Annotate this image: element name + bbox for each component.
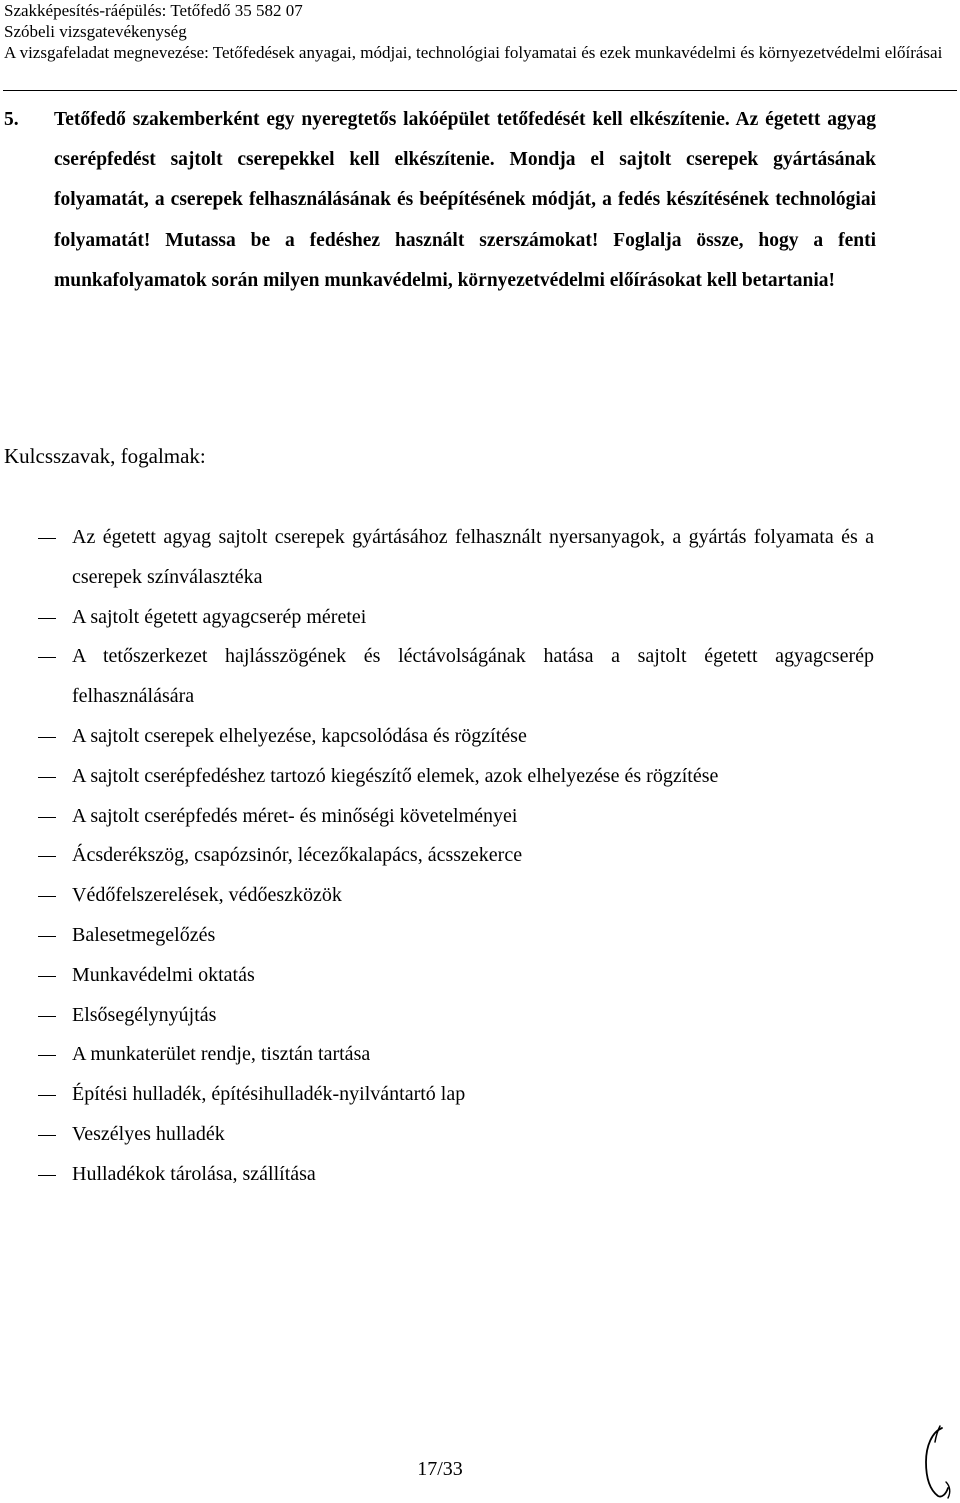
task-text: Tetőfedő szakemberként egy nyeregtetős lakóépület tetőfedését kell elkészítenie. Az égetett agyag cserépfedést sajtolt cserepekkel kell elkészítenie. Mondja el sajtolt cserepek gyártásának folyamatát, a cserepek felhasználásának és beépítésének módját, a fedés készítésének technológiai folyamatát! Mutassa be a fedéshez használt szerszámokat! Foglalja össze, hogy a fenti munkafolyamatok során milyen munkavédelmi, környezetvédelmi előírásokat kell betartania! bbox=[54, 109, 876, 291]
dash-bullet bbox=[38, 936, 56, 937]
keyword-item bbox=[0, 1035, 874, 1075]
header-divider bbox=[3, 90, 957, 91]
dash-bullet bbox=[38, 1016, 56, 1017]
page-number: 17/33 bbox=[417, 1458, 463, 1480]
dash-bullet bbox=[38, 777, 56, 778]
keyword-text: Hulladékok tárolása, szállítása bbox=[72, 1162, 316, 1185]
dash-bullet bbox=[38, 737, 56, 738]
keyword-text: Balesetmegelőzés bbox=[72, 923, 216, 946]
dash-bullet bbox=[38, 538, 56, 539]
dash-bullet bbox=[38, 1135, 56, 1136]
keyword-item bbox=[0, 518, 874, 598]
keyword-text: Az égetett agyag sajtolt cserepek gyártásához felhasznált nyersanyagok, a gyártás folyamata és a cserepek színválasztéka bbox=[72, 526, 874, 588]
keyword-item bbox=[0, 637, 874, 717]
keyword-text: A sajtolt cserépfedés méret- és minőségi követelményei bbox=[72, 804, 518, 827]
dash-bullet bbox=[38, 817, 56, 818]
keyword-item bbox=[0, 598, 874, 638]
dash-bullet bbox=[38, 856, 56, 857]
header-task-name: A vizsgafeladat megnevezése: Tetőfedések anyagai, módjai, technológiai folyamatai és ezek munkavédelmi és környezetvédelmi előírásai bbox=[4, 43, 943, 62]
keyword-text: A munkaterület rendje, tisztán tartása bbox=[72, 1043, 371, 1066]
keyword-text: Építési hulladék, építésihulladék-nyilvántartó lap bbox=[72, 1083, 466, 1106]
keyword-item bbox=[0, 1115, 874, 1155]
keyword-item bbox=[0, 1075, 874, 1115]
dash-bullet bbox=[38, 657, 56, 658]
keyword-item bbox=[0, 797, 874, 837]
dash-bullet bbox=[38, 1175, 56, 1176]
keywords-list bbox=[0, 518, 960, 1195]
keyword-text: Veszélyes hulladék bbox=[72, 1122, 225, 1145]
keywords-title: Kulcsszavak, fogalmak: bbox=[4, 444, 206, 468]
document-header bbox=[4, 0, 954, 63]
keyword-item bbox=[0, 717, 874, 757]
keyword-item bbox=[0, 757, 874, 797]
keyword-text: Ácsderékszög, csapózsinór, lécezőkalapács, ácsszekerce bbox=[72, 844, 523, 867]
task-number: 5. bbox=[4, 109, 19, 130]
keyword-item bbox=[0, 1155, 874, 1195]
dash-bullet bbox=[38, 1095, 56, 1096]
dash-bullet bbox=[38, 1055, 56, 1056]
keyword-text: A tetőszerkezet hajlásszögének és léctávolságának hatása a sajtolt égetett agyagcserép felhasználására bbox=[72, 645, 874, 708]
signature-mark bbox=[918, 1420, 954, 1500]
keyword-item bbox=[0, 876, 874, 916]
task-block bbox=[4, 100, 876, 301]
dash-bullet bbox=[38, 976, 56, 977]
dash-bullet bbox=[38, 896, 56, 897]
keyword-text: A sajtolt cserépfedéshez tartozó kiegészítő elemek, azok elhelyezése és rögzítése bbox=[72, 764, 719, 787]
header-exam-type: Szóbeli vizsgatevékenység bbox=[4, 22, 187, 41]
keyword-text: Munkavédelmi oktatás bbox=[72, 963, 255, 986]
dash-bullet bbox=[38, 618, 56, 619]
keyword-text: A sajtolt cserepek elhelyezése, kapcsolódása és rögzítése bbox=[72, 724, 527, 747]
header-qualification: Szakképesítés-ráépülés: Tetőfedő 35 582 07 bbox=[4, 1, 303, 20]
keyword-item bbox=[0, 996, 874, 1036]
keyword-item bbox=[0, 916, 874, 956]
keyword-text: A sajtolt égetett agyagcserép méretei bbox=[72, 605, 367, 628]
keyword-item bbox=[0, 836, 874, 876]
keyword-text: Elsősegélynyújtás bbox=[72, 1003, 217, 1026]
keyword-item bbox=[0, 956, 874, 996]
keyword-text: Védőfelszerelések, védőeszközök bbox=[72, 884, 342, 907]
